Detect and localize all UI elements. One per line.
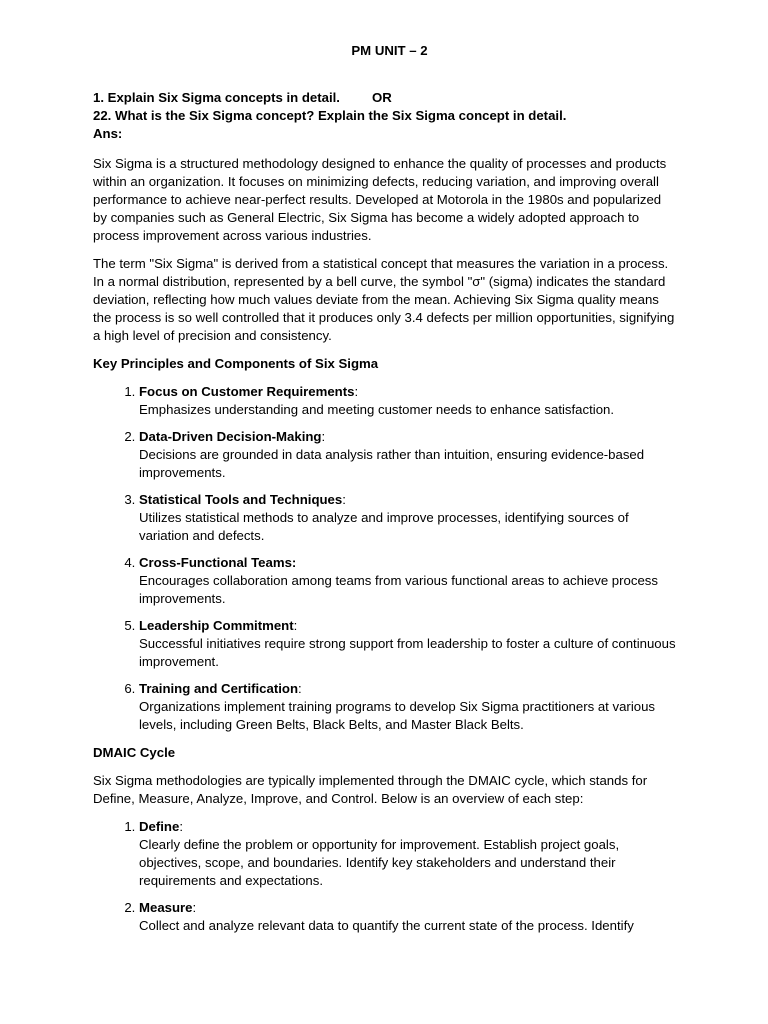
list-item: 5. Leadership Commitment: Successful initiatives require strong support from leadership to foster a culture of continuous improvement. xyxy=(139,617,678,671)
list-item-desc: Emphasizes understanding and meeting customer needs to enhance satisfaction. xyxy=(139,402,615,417)
intro-paragraph-2: The term "Six Sigma" is derived from a statistical concept that measures the variation in a process. In a normal distribution, represented by a bell curve, the symbol "σ" (sigma) indicates the standard deviation, reflecting how much values deviate from the mean. Achieving Six Sigma quality means the process is so well controlled that it produces only 3.4 defects per million opportunities, signifying a high level of precision and consistency. xyxy=(93,256,675,343)
page-title: PM UNIT – 2 xyxy=(351,43,428,58)
list-item-term: Training and Certification xyxy=(139,681,298,696)
answer-label: Ans: xyxy=(93,126,123,141)
list-item-term: Define xyxy=(139,819,180,834)
list-item: 3. Statistical Tools and Techniques: Utilizes statistical methods to analyze and improve processes, identifying sources of variation and defects. xyxy=(139,491,678,545)
list-item-term: Statistical Tools and Techniques xyxy=(139,492,343,507)
or-label: OR xyxy=(371,90,392,105)
intro-paragraph-1: Six Sigma is a structured methodology designed to enhance the quality of processes and products within an organization. It focuses on minimizing defects, reducing variation, and improving overall performance to achieve near-perfect results. Developed at Motorola in the 1980s and popularized by companies such as General Electric, Six Sigma has become a widely adopted approach to process improvement across various industries. xyxy=(93,156,667,243)
list-item-term: Cross-Functional Teams xyxy=(139,555,292,570)
list-item-desc: Collect and analyze relevant data to quantify the current state of the process. Identify xyxy=(139,918,634,933)
list-item-desc: Clearly define the problem or opportunity for improvement. Establish project goals, objectives, scope, and boundaries. Identify key stakeholders and understand their requirements and expectations. xyxy=(139,837,620,888)
question-1-text: 1. Explain Six Sigma concepts in detail. xyxy=(93,90,340,105)
list-item-desc: Utilizes statistical methods to analyze and improve processes, identifying sources of variation and defects. xyxy=(139,510,629,543)
principles-heading: Key Principles and Components of Six Sigma xyxy=(93,356,379,371)
dmaic-intro: Six Sigma methodologies are typically implemented through the DMAIC cycle, which stands for Define, Measure, Analyze, Improve, and Control. Below is an overview of each step: xyxy=(93,773,648,806)
list-item-desc: Encourages collaboration among teams from various functional areas to achieve process improvements. xyxy=(139,573,658,606)
list-item: 6. Training and Certification: Organizations implement training programs to develop Six Sigma practitioners at various levels, including Green Belts, Black Belts, and Master Black Belts. xyxy=(139,680,678,734)
principles-list xyxy=(93,383,678,734)
question-1 xyxy=(93,89,678,107)
question-22: 22. What is the Six Sigma concept? Explain the Six Sigma concept in detail. xyxy=(93,108,567,123)
list-item-term: Data-Driven Decision-Making xyxy=(139,429,322,444)
list-item: 1. Focus on Customer Requirements: Emphasizes understanding and meeting customer needs to enhance satisfaction. xyxy=(139,383,678,419)
list-item: 4. Cross-Functional Teams: Encourages collaboration among teams from various functional areas to achieve process improvements. xyxy=(139,554,678,608)
list-item-desc: Decisions are grounded in data analysis rather than intuition, ensuring evidence-based improvements. xyxy=(139,447,645,480)
list-item: 1. Define: Clearly define the problem or opportunity for improvement. Establish project goals, objectives, scope, and boundaries. Identify key stakeholders and understand their requirements and expectations. xyxy=(139,818,678,890)
dmaic-heading: DMAIC Cycle xyxy=(93,745,176,760)
list-item-term: Leadership Commitment xyxy=(139,618,294,633)
dmaic-list xyxy=(93,818,678,935)
list-item: 2. Data-Driven Decision-Making: Decisions are grounded in data analysis rather than intuition, ensuring evidence-based improvements. xyxy=(139,428,678,482)
list-item-desc: Successful initiatives require strong support from leadership to foster a culture of continuous improvement. xyxy=(139,636,676,669)
list-item-term: Focus on Customer Requirements xyxy=(139,384,355,399)
list-item-desc: Organizations implement training programs to develop Six Sigma practitioners at various levels, including Green Belts, Black Belts, and Master Black Belts. xyxy=(139,699,656,732)
list-item-term: Measure xyxy=(139,900,193,915)
list-item: 2. Measure: Collect and analyze relevant data to quantify the current state of the process. Identify xyxy=(139,899,678,935)
